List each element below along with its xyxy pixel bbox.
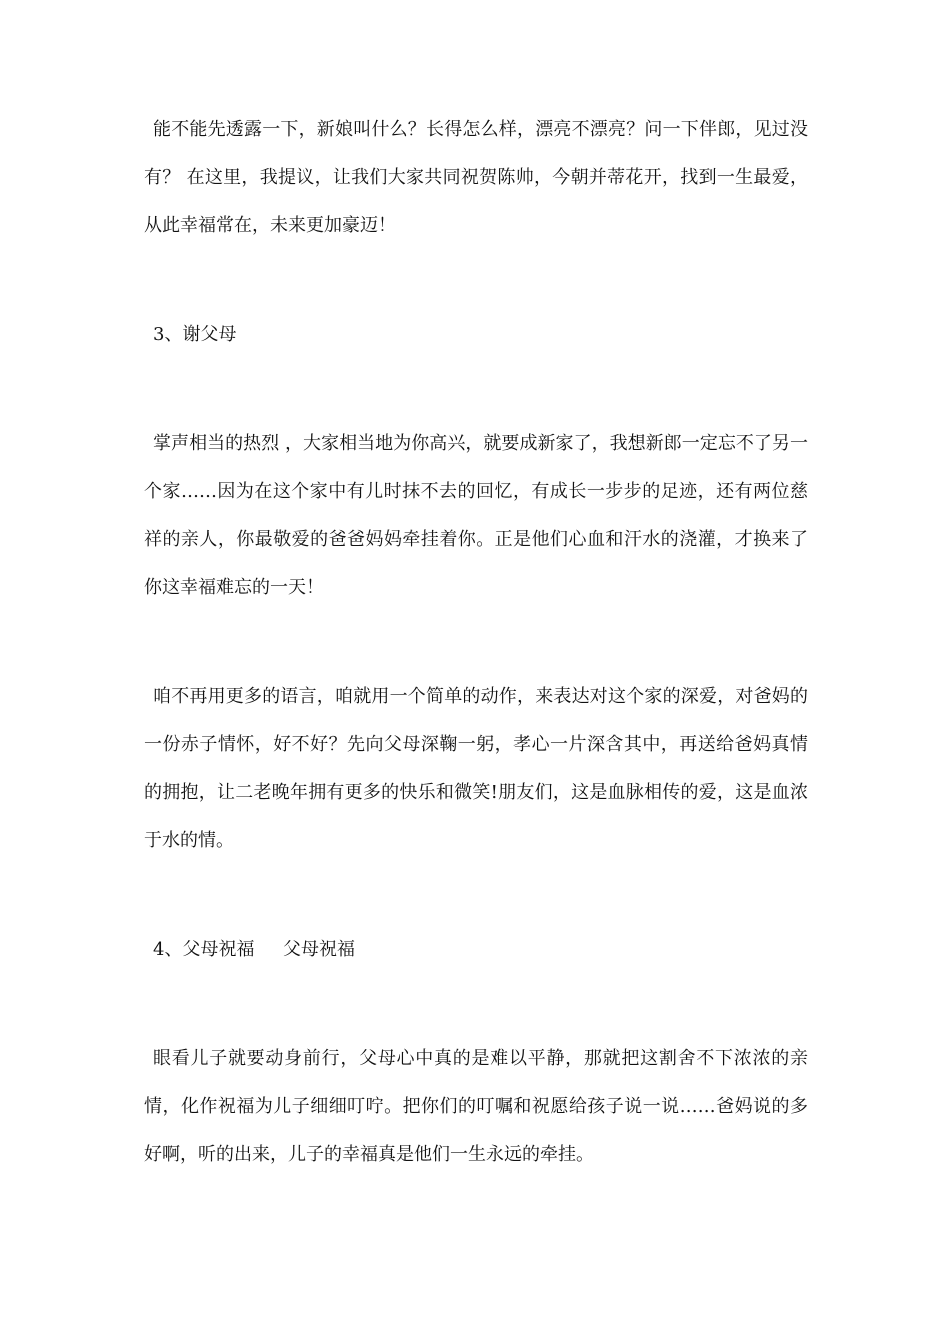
paragraph-another-home: 掌声相当的热烈 ，大家相当地为你高兴，就要成新家了，我想新郎一定忘不了另一个家……因为在这个家中有儿时抹不去的回忆，有成长一步步的足迹，还有两位慈祥的亲人，你最敬爱的爸爸妈妈牵挂着你。正是他们心血和汗水的浇灌，才换来了你这幸福难忘的一天！ bbox=[144, 433, 808, 598]
paragraph-bow-and-hug: 咱不再用更多的语言，咱就用一个简单的动作，来表达对这个家的深爱，对爸妈的一份赤子情怀，好不好？先向父母深鞠一躬，孝心一片深含其中，再送给爸妈真情的拥抱，让二老晚年拥有更多的快乐和微笑!朋友们，这是血脉相传的爱，这是血浓于水的情。 bbox=[144, 686, 808, 851]
paragraph-bride-inquiry: 能不能先透露一下，新娘叫什么？长得怎么样，漂亮不漂亮？问一下伴郎，见过没有？ 在这里，我提议，让我们大家共同祝贺陈帅，今朝并蒂花开，找到一生最爱，从此幸福常在，未来更加豪迈！ bbox=[144, 119, 808, 236]
heading-parents-blessing: 4、父母祝福 父母祝福 bbox=[153, 939, 356, 960]
heading-thank-parents: 3、谢父母 bbox=[153, 324, 237, 345]
document-body bbox=[144, 106, 808, 1179]
paragraph-parents-words: 眼看儿子就要动身前行，父母心中真的是难以平静，那就把这割舍不下浓浓的亲情，化作祝福为儿子细细叮咛。把你们的叮嘱和祝愿给孩子说一说……爸妈说的多好啊，听的出来，儿子的幸福真是他们一生永远的牵挂。 bbox=[144, 1048, 808, 1165]
